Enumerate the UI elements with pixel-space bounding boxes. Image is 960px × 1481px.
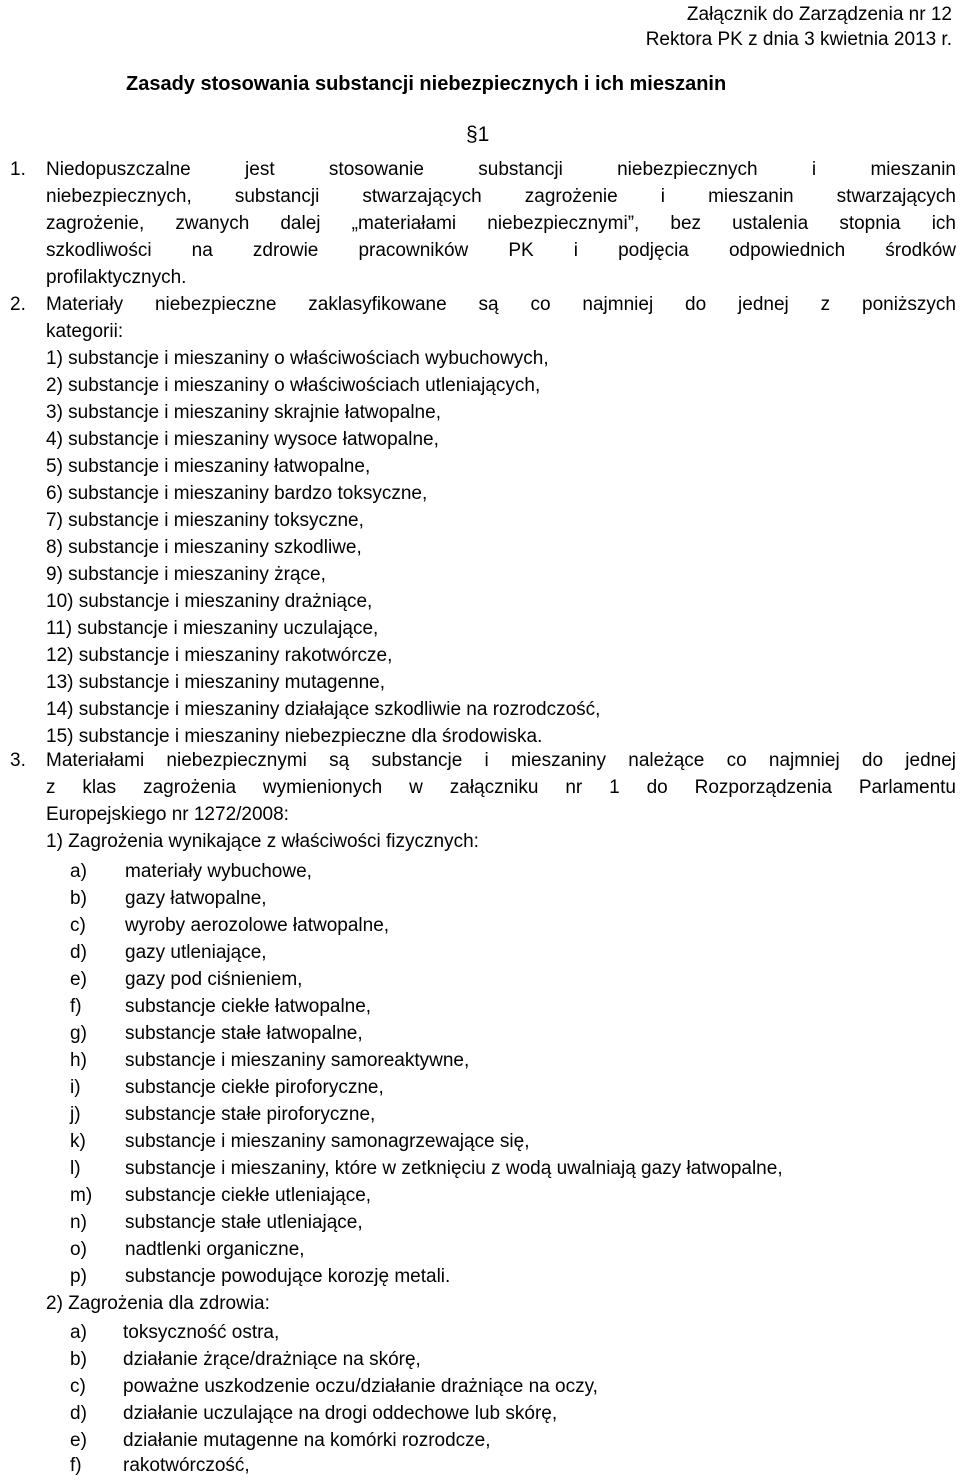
paragraph-3-line: z klas zagrożenia wymienionych w załączniku nr 1 do Rozporządzenia Parlamentu [46, 777, 956, 798]
category-item: 8) substancje i mieszaniny szkodliwe, [46, 537, 362, 558]
paragraph-2-line: kategorii: [46, 321, 124, 342]
category-item: 12) substancje i mieszaniny rakotwórcze, [46, 645, 393, 666]
paragraph-3-line: Europejskiego nr 1272/2008: [46, 804, 289, 825]
paragraph-3-line: Materiałami niebezpiecznymi są substancje i mieszaniny należące co najmniej do jednej [46, 750, 956, 771]
category-item: 4) substancje i mieszaniny wysoce łatwopalne, [46, 429, 439, 450]
category-item: 5) substancje i mieszaniny łatwopalne, [46, 456, 371, 477]
paragraph-1-line: niebezpiecznych, substancji stwarzających zagrożenie i mieszanin stwarzających [46, 186, 956, 207]
paragraph-3-number: 3. [10, 750, 26, 771]
health-hazards-heading: 2) Zagrożenia dla zdrowia: [46, 1293, 270, 1314]
category-item: 15) substancje i mieszaniny niebezpieczne dla środowiska. [46, 726, 543, 747]
category-item: 14) substancje i mieszaniny działające szkodliwie na rozrodczość, [46, 699, 601, 720]
paragraph-1-line: zagrożenie, zwanych dalej „materiałami niebezpiecznymi”, bez ustalenia stopnia ich [46, 213, 956, 234]
paragraph-1-number: 1. [10, 159, 26, 180]
category-item: 13) substancje i mieszaniny mutagenne, [46, 672, 386, 693]
category-item: 9) substancje i mieszaniny żrące, [46, 564, 326, 585]
header-line-2: Rektora PK z dnia 3 kwietnia 2013 r. [645, 29, 952, 50]
paragraph-1-line: Niedopuszczalne jest stosowanie substancji niebezpiecznych i mieszanin [46, 159, 956, 180]
category-item: 6) substancje i mieszaniny bardzo toksyczne, [46, 483, 428, 504]
paragraph-1-line: profilaktycznych. [46, 267, 187, 288]
physical-hazards-heading: 1) Zagrożenia wynikające z właściwości fizycznych: [46, 831, 479, 852]
category-item: 1) substancje i mieszaniny o właściwościach wybuchowych, [46, 348, 549, 369]
section-heading: §1 [466, 123, 490, 146]
category-item: 2) substancje i mieszaniny o właściwościach utleniających, [46, 375, 541, 396]
paragraph-1-line: szkodliwości na zdrowie pracowników PK i podjęcia odpowiednich środków [46, 240, 956, 261]
category-item: 3) substancje i mieszaniny skrajnie łatwopalne, [46, 402, 441, 423]
category-item: 10) substancje i mieszaniny drażniące, [46, 591, 373, 612]
document-title: Zasady stosowania substancji niebezpiecznych i ich mieszanin [126, 73, 727, 95]
header-line-1: Załącznik do Zarządzenia nr 12 [686, 4, 952, 25]
paragraph-2-number: 2. [10, 294, 26, 315]
category-item: 11) substancje i mieszaniny uczulające, [46, 618, 379, 639]
category-item: 7) substancje i mieszaniny toksyczne, [46, 510, 364, 531]
paragraph-2-line: Materiały niebezpieczne zaklasyfikowane są co najmniej do jednej z poniższych [46, 294, 956, 315]
document-header [646, 2, 952, 52]
